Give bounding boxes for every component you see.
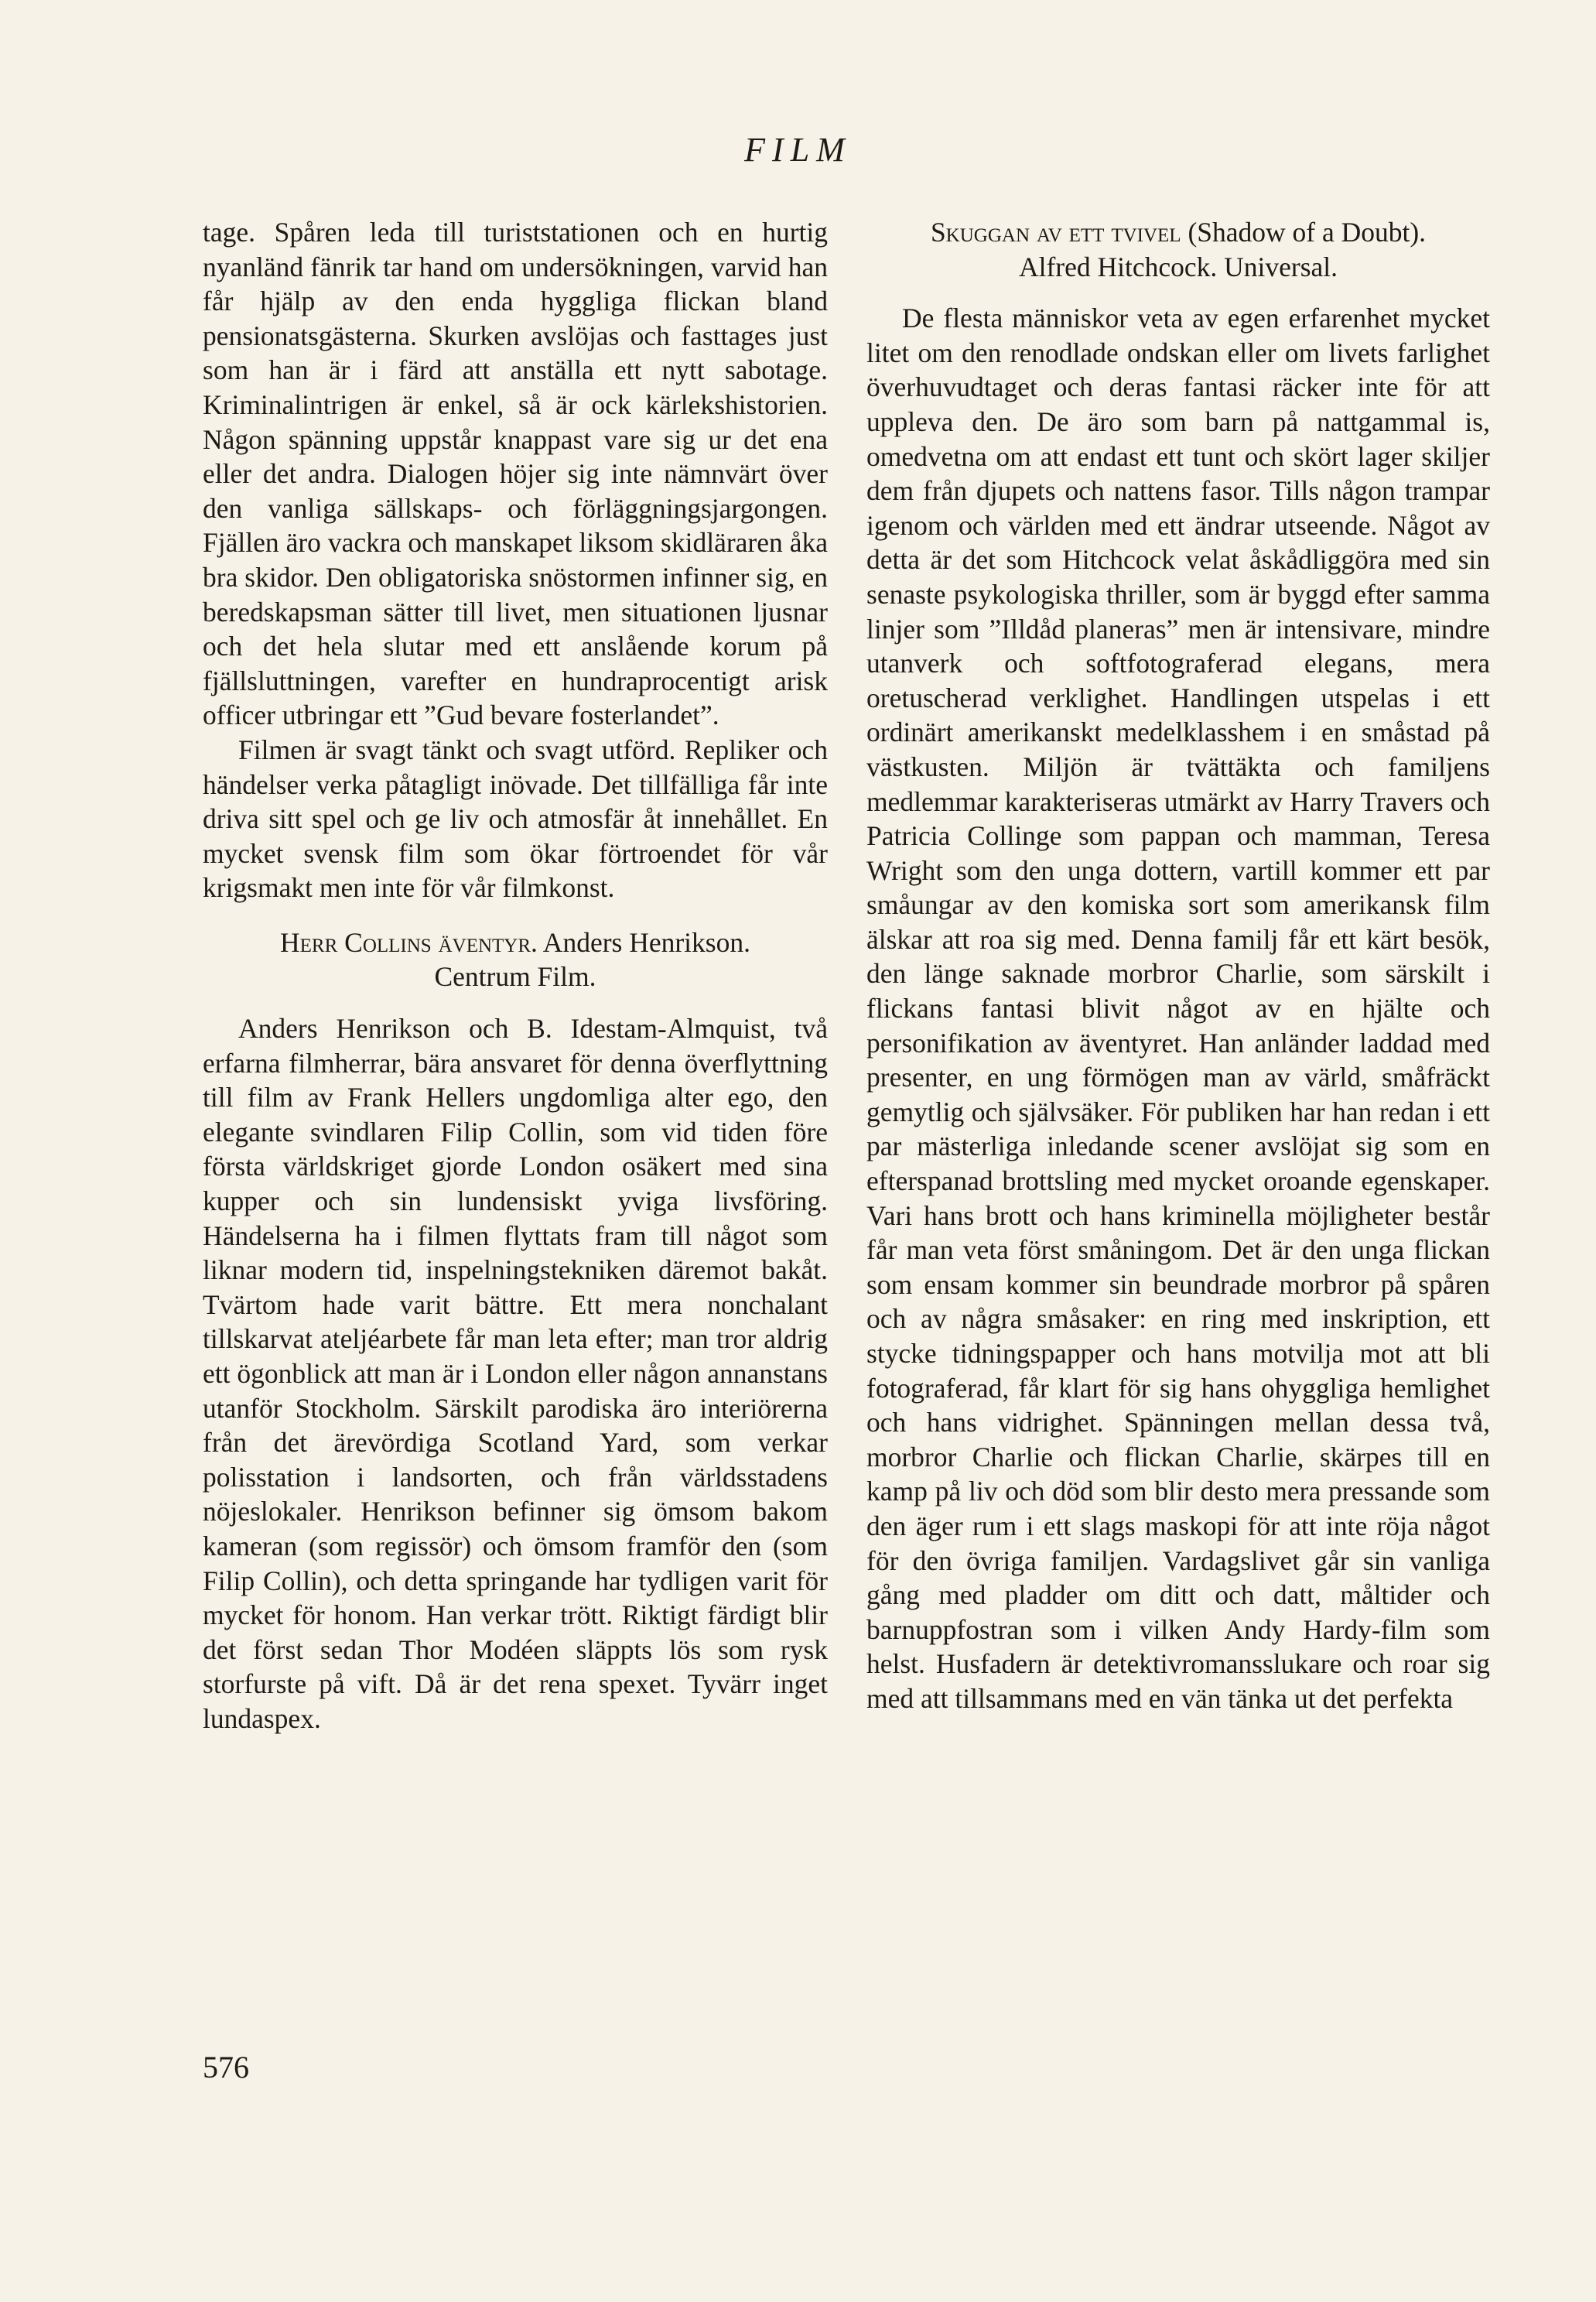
page-number: 576 <box>203 2050 249 2085</box>
film-title: Skuggan av ett tvivel <box>930 217 1181 248</box>
film-title: Herr Collins äventyr. <box>280 926 538 958</box>
film-credits: Alfred Hitchcock. Universal. <box>1018 251 1338 282</box>
paragraph: Filmen är svagt tänkt och svagt utförd. Repliker och händelser verka påtagligt inövade. Det tillfälliga får inte driva sitt spel och ge liv och atmosfär åt innehållet. En mycket svensk film som ökar förtroendet för vår krigsmakt men inte för vår filmkonst. <box>203 734 828 904</box>
right-column <box>866 215 1490 1716</box>
review-body: De flesta människor veta av egen erfarenhet mycket litet om den renodlade ondskan eller om livets farlighet överhuvudtaget och deras fantasi räcker inte för att uppleva den. De äro som barn på nattgammal is, omedvetna om att endast ett tunt och skört lager skiljer dem från djupets och nattens fasor. Tills någon trampar igenom och världen med ett ändrar utseende. Något av detta är det som Hitchcock velat åskådliggöra med sin senaste psykologiska thriller, som är byggd efter samma linjer som ”Illdåd planeras” men är intensivare, mindre utanverk och softfotograferad elegans, mera oretuscherad verklighet. Handlingen utspelas i ett ordinärt amerikanskt medelklasshem i en småstad på västkusten. Miljön är tvättäkta och familjens medlemmar karakteriseras utmärkt av Harry Travers och Patricia Collinge som pappan och mamman, Teresa Wright som den unga dottern, vartill kommer ett par småungar av den komiska sort som amerikansk film älskar att roa sig med. Denna familj får ett kärt besök, den länge saknade morbror Charlie, som särskilt i flickans fantasi blivit något av en hjälte och personifikation av äventyret. Han anländer laddad med presenter, en ung förmögen man av värld, småfräckt gemytlig och självsäker. För publiken har han redan i ett par mästerliga inledande scener avslöjat sig som en efterspanad brottsling med mycket oroande egenskaper. Vari hans brott och hans kriminella möjligheter består får man veta först småningom. Det är den unga flickan som ensam kommer sin beundrade morbror på spåren och av några småsaker: en ring med inskription, ett stycke tidningspapper och hans motvilja mot att bli fotograferad, får klart för sig hans ohyggliga hemlighet och hans vidrighet. Spänningen mellan dessa två, morbror Charlie och flickan Charlie, skärpes till en kamp på liv och död som blir desto mera pressande som den äger rum i ett slags maskopi för att inte röja något för den övriga familjen. Vardagslivet går sin vanliga gång med pladder om ditt och datt, måltider och barnuppfostran som i vilken Andy Hardy-film som helst. Husfadern är detektivromansslukare och roar sig med att tillsammans med en vän tänka ut det perfekta <box>866 303 1490 1714</box>
left-column <box>203 215 828 1736</box>
review-body: Anders Henrikson och B. Idestam-Almquist, två erfarna filmherrar, bära ansvaret för denna överflyttning till film av Frank Hellers ungdomliga alter ego, den elegante svindlaren Filip Collin, som vid tiden före första världskriget gjorde London osäkert med sina kupper och sin lundensiskt yviga livsföring. Händelserna ha i filmen flyttats fram till något som liknar modern tid, inspelningstekniken däremot bakåt. Tvärtom hade varit bättre. Ett mera nonchalant tillskarvat ateljéarbete får man leta efter; man tror aldrig ett ögonblick att man är i London eller någon annanstans utanför Stockholm. Särskilt parodiska äro interiörerna från det ärevördiga Scotland Yard, som verkar polisstation i landsorten, och från världsstadens nöjeslokaler. Henrikson befinner sig ömsom bakom kameran (som regissör) och ömsom framför den (som Filip Collin), och detta springande har tydligen varit för mycket för honom. Han verkar trött. Riktigt färdigt blir det först sedan Thor Modéen släppts lös som rysk storfurste på vift. Då är det rena spexet. Tyvärr inget lundaspex. <box>203 1013 828 1734</box>
review-heading-herr-collins <box>203 925 828 994</box>
film-credits: Anders Henrikson. <box>537 926 750 958</box>
paragraph: tage. Spåren leda till turiststationen och en hurtig nyanländ fänrik tar hand om undersökningen, varvid han får hjälp av den enda hyggliga flickan bland pensionatsgästerna. Skurken avslöjas och fasttages just som han är i färd att anställa ett nytt sabotage. Kriminalintrigen är enkel, så är ock kärlekshistorien. Någon spänning uppstår knappast vare sig ur det ena eller det andra. Dialogen höjer sig inte nämnvärt över den vanliga sällskaps- och förläggningsjargongen. Fjällen äro vackra och manskapet liksom skidläraren åka bra skidor. Den obligatoriska snöstormen infinner sig, en beredskapsman sätter till livet, men situationen ljusnar och det hela slutar med ett anslående korum på fjällsluttningen, varefter en hundraprocentigt arisk officer utbringar ett ”Gud bevare fosterlandet”. <box>203 217 828 731</box>
review-heading-skuggan <box>866 215 1490 284</box>
film-original-title: (Shadow of a Doubt). <box>1181 217 1427 248</box>
running-head: FILM <box>744 131 852 169</box>
film-studio: Centrum Film. <box>434 961 596 993</box>
